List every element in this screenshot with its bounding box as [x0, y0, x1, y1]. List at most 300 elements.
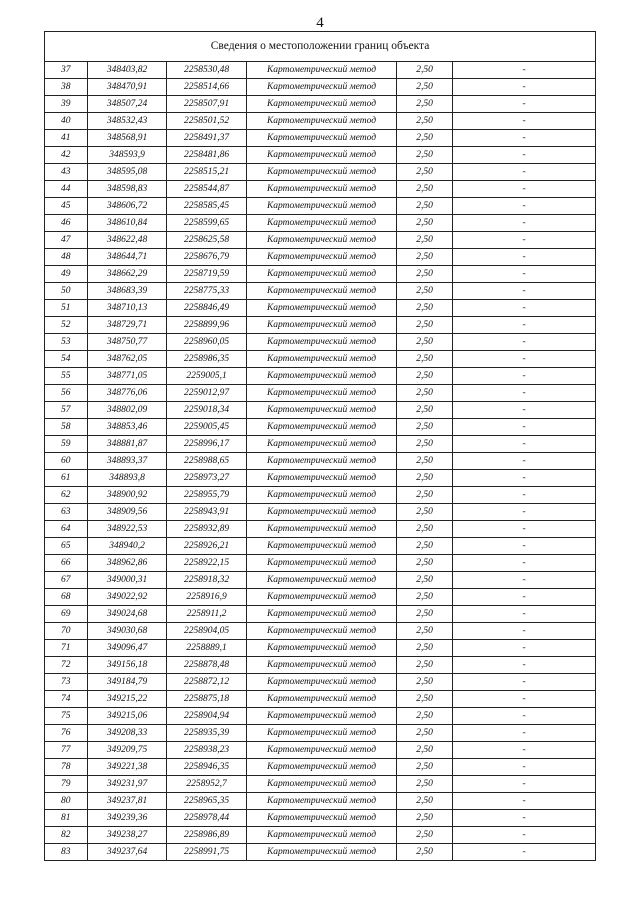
precision-cell: 2,50 — [397, 521, 453, 538]
point-number-cell: 58 — [45, 419, 88, 436]
point-number-cell: 75 — [45, 708, 88, 725]
method-cell: Картометрический метод — [247, 164, 397, 181]
coord-y-cell: 2259005,45 — [167, 419, 247, 436]
coord-y-cell: 2258935,39 — [167, 725, 247, 742]
point-number-cell: 62 — [45, 487, 88, 504]
method-cell: Картометрический метод — [247, 62, 397, 79]
point-number-cell: 76 — [45, 725, 88, 742]
method-cell: Картометрический метод — [247, 198, 397, 215]
coord-y-cell: 2258978,44 — [167, 810, 247, 827]
table-row — [45, 708, 596, 725]
table-row — [45, 674, 596, 691]
boundary-coordinates-table — [44, 31, 596, 861]
table-row — [45, 334, 596, 351]
coord-x-cell: 349237,81 — [88, 793, 167, 810]
coord-x-cell: 348532,43 — [88, 113, 167, 130]
point-number-cell: 77 — [45, 742, 88, 759]
description-cell: - — [453, 776, 596, 793]
method-cell: Картометрический метод — [247, 589, 397, 606]
coord-y-cell: 2258904,05 — [167, 623, 247, 640]
precision-cell: 2,50 — [397, 62, 453, 79]
coord-x-cell: 348598,83 — [88, 181, 167, 198]
precision-cell: 2,50 — [397, 504, 453, 521]
method-cell: Картометрический метод — [247, 691, 397, 708]
description-cell: - — [453, 606, 596, 623]
coord-x-cell: 349238,27 — [88, 827, 167, 844]
table-row — [45, 521, 596, 538]
point-number-cell: 64 — [45, 521, 88, 538]
description-cell: - — [453, 640, 596, 657]
method-cell: Картометрический метод — [247, 334, 397, 351]
point-number-cell: 63 — [45, 504, 88, 521]
description-cell: - — [453, 521, 596, 538]
description-cell: - — [453, 623, 596, 640]
coord-x-cell: 348776,06 — [88, 385, 167, 402]
table-row — [45, 402, 596, 419]
precision-cell: 2,50 — [397, 232, 453, 249]
method-cell: Картометрический метод — [247, 419, 397, 436]
precision-cell: 2,50 — [397, 317, 453, 334]
precision-cell: 2,50 — [397, 691, 453, 708]
method-cell: Картометрический метод — [247, 759, 397, 776]
precision-cell: 2,50 — [397, 657, 453, 674]
precision-cell: 2,50 — [397, 79, 453, 96]
coord-y-cell: 2258544,87 — [167, 181, 247, 198]
coord-x-cell: 348610,84 — [88, 215, 167, 232]
point-number-cell: 41 — [45, 130, 88, 147]
method-cell: Картометрический метод — [247, 674, 397, 691]
coord-x-cell: 348568,91 — [88, 130, 167, 147]
method-cell: Картометрический метод — [247, 249, 397, 266]
precision-cell: 2,50 — [397, 181, 453, 198]
table-row — [45, 810, 596, 827]
coord-y-cell: 2258996,17 — [167, 436, 247, 453]
coord-y-cell: 2258501,52 — [167, 113, 247, 130]
coord-y-cell: 2258943,91 — [167, 504, 247, 521]
description-cell: - — [453, 181, 596, 198]
table-row — [45, 555, 596, 572]
point-number-cell: 78 — [45, 759, 88, 776]
description-cell: - — [453, 249, 596, 266]
method-cell: Картометрический метод — [247, 487, 397, 504]
coord-y-cell: 2258491,37 — [167, 130, 247, 147]
precision-cell: 2,50 — [397, 147, 453, 164]
point-number-cell: 68 — [45, 589, 88, 606]
coord-y-cell: 2258918,32 — [167, 572, 247, 589]
precision-cell: 2,50 — [397, 385, 453, 402]
coord-x-cell: 348853,46 — [88, 419, 167, 436]
coord-x-cell: 349022,92 — [88, 589, 167, 606]
description-cell: - — [453, 351, 596, 368]
description-cell: - — [453, 130, 596, 147]
precision-cell: 2,50 — [397, 674, 453, 691]
description-cell: - — [453, 147, 596, 164]
coord-y-cell: 2258899,96 — [167, 317, 247, 334]
coord-y-cell: 2258973,27 — [167, 470, 247, 487]
method-cell: Картометрический метод — [247, 521, 397, 538]
coord-x-cell: 348962,86 — [88, 555, 167, 572]
point-number-cell: 57 — [45, 402, 88, 419]
coord-y-cell: 2258986,35 — [167, 351, 247, 368]
coord-y-cell: 2258719,59 — [167, 266, 247, 283]
table-row — [45, 300, 596, 317]
method-cell: Картометрический метод — [247, 504, 397, 521]
point-number-cell: 38 — [45, 79, 88, 96]
description-cell: - — [453, 572, 596, 589]
description-cell: - — [453, 368, 596, 385]
method-cell: Картометрический метод — [247, 657, 397, 674]
coord-y-cell: 2258878,48 — [167, 657, 247, 674]
precision-cell: 2,50 — [397, 589, 453, 606]
table-row — [45, 130, 596, 147]
table-row — [45, 385, 596, 402]
method-cell: Картометрический метод — [247, 538, 397, 555]
coord-x-cell: 349184,79 — [88, 674, 167, 691]
coord-x-cell: 348893,8 — [88, 470, 167, 487]
description-cell: - — [453, 691, 596, 708]
table-title: Сведения о местоположении границ объекта — [45, 32, 596, 62]
table-row — [45, 317, 596, 334]
description-cell: - — [453, 844, 596, 861]
method-cell: Картометрический метод — [247, 606, 397, 623]
coord-y-cell: 2258875,18 — [167, 691, 247, 708]
table-row — [45, 657, 596, 674]
table-row — [45, 164, 596, 181]
description-cell: - — [453, 232, 596, 249]
precision-cell: 2,50 — [397, 453, 453, 470]
coord-y-cell: 2259012,97 — [167, 385, 247, 402]
precision-cell: 2,50 — [397, 776, 453, 793]
coord-y-cell: 2258955,79 — [167, 487, 247, 504]
precision-cell: 2,50 — [397, 334, 453, 351]
description-cell: - — [453, 759, 596, 776]
precision-cell: 2,50 — [397, 368, 453, 385]
coord-y-cell: 2258946,35 — [167, 759, 247, 776]
precision-cell: 2,50 — [397, 249, 453, 266]
description-cell: - — [453, 827, 596, 844]
precision-cell: 2,50 — [397, 130, 453, 147]
point-number-cell: 74 — [45, 691, 88, 708]
method-cell: Картометрический метод — [247, 130, 397, 147]
precision-cell: 2,50 — [397, 351, 453, 368]
method-cell: Картометрический метод — [247, 436, 397, 453]
table-row — [45, 79, 596, 96]
method-cell: Картометрический метод — [247, 113, 397, 130]
table-row — [45, 266, 596, 283]
coord-y-cell: 2258625,58 — [167, 232, 247, 249]
description-cell: - — [453, 334, 596, 351]
coord-x-cell: 349024,68 — [88, 606, 167, 623]
method-cell: Картометрический метод — [247, 572, 397, 589]
precision-cell: 2,50 — [397, 283, 453, 300]
coord-y-cell: 2258514,66 — [167, 79, 247, 96]
coord-x-cell: 348729,71 — [88, 317, 167, 334]
coord-x-cell: 348750,77 — [88, 334, 167, 351]
method-cell: Картометрический метод — [247, 385, 397, 402]
coord-x-cell: 348802,09 — [88, 402, 167, 419]
precision-cell: 2,50 — [397, 759, 453, 776]
table-row — [45, 181, 596, 198]
coord-y-cell: 2258991,75 — [167, 844, 247, 861]
table-row — [45, 436, 596, 453]
precision-cell: 2,50 — [397, 640, 453, 657]
table-row — [45, 249, 596, 266]
table-row — [45, 623, 596, 640]
precision-cell: 2,50 — [397, 538, 453, 555]
coord-x-cell: 349208,33 — [88, 725, 167, 742]
description-cell: - — [453, 79, 596, 96]
coord-x-cell: 348900,92 — [88, 487, 167, 504]
precision-cell: 2,50 — [397, 470, 453, 487]
coord-y-cell: 2258932,89 — [167, 521, 247, 538]
coord-x-cell: 348893,37 — [88, 453, 167, 470]
table-row — [45, 844, 596, 861]
description-cell: - — [453, 538, 596, 555]
description-cell: - — [453, 436, 596, 453]
table-row — [45, 368, 596, 385]
point-number-cell: 80 — [45, 793, 88, 810]
coord-y-cell: 2258889,1 — [167, 640, 247, 657]
point-number-cell: 81 — [45, 810, 88, 827]
description-cell: - — [453, 793, 596, 810]
description-cell: - — [453, 657, 596, 674]
table-row — [45, 62, 596, 79]
method-cell: Картометрический метод — [247, 810, 397, 827]
method-cell: Картометрический метод — [247, 623, 397, 640]
point-number-cell: 48 — [45, 249, 88, 266]
coord-x-cell: 348710,13 — [88, 300, 167, 317]
point-number-cell: 39 — [45, 96, 88, 113]
method-cell: Картометрический метод — [247, 844, 397, 861]
precision-cell: 2,50 — [397, 810, 453, 827]
coord-y-cell: 2258965,35 — [167, 793, 247, 810]
point-number-cell: 46 — [45, 215, 88, 232]
table-row — [45, 538, 596, 555]
precision-cell: 2,50 — [397, 827, 453, 844]
table-row — [45, 487, 596, 504]
coord-x-cell: 348762,05 — [88, 351, 167, 368]
coord-y-cell: 2258846,49 — [167, 300, 247, 317]
coord-x-cell: 348662,29 — [88, 266, 167, 283]
description-cell: - — [453, 62, 596, 79]
point-number-cell: 73 — [45, 674, 88, 691]
method-cell: Картометрический метод — [247, 776, 397, 793]
table-row — [45, 793, 596, 810]
description-cell: - — [453, 419, 596, 436]
precision-cell: 2,50 — [397, 436, 453, 453]
coord-x-cell: 349215,06 — [88, 708, 167, 725]
coord-x-cell: 349156,18 — [88, 657, 167, 674]
table-row — [45, 96, 596, 113]
point-number-cell: 83 — [45, 844, 88, 861]
point-number-cell: 59 — [45, 436, 88, 453]
coord-y-cell: 2258904,94 — [167, 708, 247, 725]
table-row — [45, 215, 596, 232]
table-row — [45, 572, 596, 589]
point-number-cell: 70 — [45, 623, 88, 640]
method-cell: Картометрический метод — [247, 232, 397, 249]
coord-y-cell: 2258481,86 — [167, 147, 247, 164]
table-row — [45, 776, 596, 793]
description-cell: - — [453, 453, 596, 470]
coord-x-cell: 349239,36 — [88, 810, 167, 827]
method-cell: Картометрический метод — [247, 351, 397, 368]
precision-cell: 2,50 — [397, 198, 453, 215]
coord-y-cell: 2258916,9 — [167, 589, 247, 606]
point-number-cell: 47 — [45, 232, 88, 249]
precision-cell: 2,50 — [397, 266, 453, 283]
point-number-cell: 65 — [45, 538, 88, 555]
precision-cell: 2,50 — [397, 606, 453, 623]
method-cell: Картометрический метод — [247, 708, 397, 725]
point-number-cell: 79 — [45, 776, 88, 793]
precision-cell: 2,50 — [397, 487, 453, 504]
coord-y-cell: 2258676,79 — [167, 249, 247, 266]
precision-cell: 2,50 — [397, 708, 453, 725]
table-row — [45, 283, 596, 300]
description-cell: - — [453, 164, 596, 181]
precision-cell: 2,50 — [397, 164, 453, 181]
table-row — [45, 640, 596, 657]
method-cell: Картометрический метод — [247, 181, 397, 198]
method-cell: Картометрический метод — [247, 555, 397, 572]
point-number-cell: 43 — [45, 164, 88, 181]
point-number-cell: 44 — [45, 181, 88, 198]
coord-x-cell: 349000,31 — [88, 572, 167, 589]
coord-x-cell: 348771,05 — [88, 368, 167, 385]
method-cell: Картометрический метод — [247, 215, 397, 232]
coord-x-cell: 349237,64 — [88, 844, 167, 861]
precision-cell: 2,50 — [397, 844, 453, 861]
coord-y-cell: 2258938,23 — [167, 742, 247, 759]
coord-y-cell: 2258922,15 — [167, 555, 247, 572]
precision-cell: 2,50 — [397, 742, 453, 759]
description-cell: - — [453, 555, 596, 572]
point-number-cell: 40 — [45, 113, 88, 130]
coord-x-cell: 348940,2 — [88, 538, 167, 555]
method-cell: Картометрический метод — [247, 266, 397, 283]
table-row — [45, 453, 596, 470]
precision-cell: 2,50 — [397, 215, 453, 232]
point-number-cell: 67 — [45, 572, 88, 589]
coord-x-cell: 349030,68 — [88, 623, 167, 640]
precision-cell: 2,50 — [397, 572, 453, 589]
point-number-cell: 51 — [45, 300, 88, 317]
description-cell: - — [453, 674, 596, 691]
coord-y-cell: 2258911,2 — [167, 606, 247, 623]
point-number-cell: 72 — [45, 657, 88, 674]
point-number-cell: 42 — [45, 147, 88, 164]
page-number: 4 — [316, 15, 324, 31]
coord-y-cell: 2258960,05 — [167, 334, 247, 351]
method-cell: Картометрический метод — [247, 793, 397, 810]
coord-x-cell: 349209,75 — [88, 742, 167, 759]
precision-cell: 2,50 — [397, 725, 453, 742]
coord-x-cell: 349221,38 — [88, 759, 167, 776]
description-cell: - — [453, 198, 596, 215]
coord-y-cell: 2258515,21 — [167, 164, 247, 181]
method-cell: Картометрический метод — [247, 300, 397, 317]
point-number-cell: 82 — [45, 827, 88, 844]
point-number-cell: 55 — [45, 368, 88, 385]
coord-x-cell: 348606,72 — [88, 198, 167, 215]
point-number-cell: 53 — [45, 334, 88, 351]
method-cell: Картометрический метод — [247, 147, 397, 164]
description-cell: - — [453, 470, 596, 487]
table-row — [45, 691, 596, 708]
coord-y-cell: 2258926,21 — [167, 538, 247, 555]
description-cell: - — [453, 300, 596, 317]
description-cell: - — [453, 504, 596, 521]
description-cell: - — [453, 402, 596, 419]
method-cell: Картометрический метод — [247, 283, 397, 300]
coord-x-cell: 349096,47 — [88, 640, 167, 657]
method-cell: Картометрический метод — [247, 317, 397, 334]
precision-cell: 2,50 — [397, 793, 453, 810]
description-cell: - — [453, 708, 596, 725]
table-body — [45, 32, 596, 861]
description-cell: - — [453, 487, 596, 504]
point-number-cell: 50 — [45, 283, 88, 300]
precision-cell: 2,50 — [397, 300, 453, 317]
table-row — [45, 419, 596, 436]
coord-x-cell: 349231,97 — [88, 776, 167, 793]
table-row — [45, 147, 596, 164]
table-row — [45, 198, 596, 215]
table-row — [45, 606, 596, 623]
method-cell: Картометрический метод — [247, 640, 397, 657]
method-cell: Картометрический метод — [247, 453, 397, 470]
method-cell: Картометрический метод — [247, 96, 397, 113]
table-row — [45, 589, 596, 606]
coord-x-cell: 348507,24 — [88, 96, 167, 113]
coord-x-cell: 348922,53 — [88, 521, 167, 538]
table-row — [45, 827, 596, 844]
coord-y-cell: 2258507,91 — [167, 96, 247, 113]
method-cell: Картометрический метод — [247, 368, 397, 385]
description-cell: - — [453, 266, 596, 283]
point-number-cell: 37 — [45, 62, 88, 79]
table-row — [45, 232, 596, 249]
coord-x-cell: 348470,91 — [88, 79, 167, 96]
precision-cell: 2,50 — [397, 96, 453, 113]
method-cell: Картометрический метод — [247, 742, 397, 759]
precision-cell: 2,50 — [397, 113, 453, 130]
description-cell: - — [453, 810, 596, 827]
coord-x-cell: 348593,9 — [88, 147, 167, 164]
coord-x-cell: 348644,71 — [88, 249, 167, 266]
coord-x-cell: 348881,87 — [88, 436, 167, 453]
description-cell: - — [453, 96, 596, 113]
coord-x-cell: 348403,82 — [88, 62, 167, 79]
coord-y-cell: 2258585,45 — [167, 198, 247, 215]
coord-x-cell: 348622,48 — [88, 232, 167, 249]
point-number-cell: 69 — [45, 606, 88, 623]
coord-x-cell: 349215,22 — [88, 691, 167, 708]
table-row — [45, 759, 596, 776]
description-cell: - — [453, 742, 596, 759]
coord-x-cell: 348909,56 — [88, 504, 167, 521]
point-number-cell: 56 — [45, 385, 88, 402]
coord-x-cell: 348683,39 — [88, 283, 167, 300]
method-cell: Картометрический метод — [247, 402, 397, 419]
point-number-cell: 45 — [45, 198, 88, 215]
table-row — [45, 113, 596, 130]
coord-y-cell: 2258530,48 — [167, 62, 247, 79]
method-cell: Картометрический метод — [247, 827, 397, 844]
point-number-cell: 49 — [45, 266, 88, 283]
point-number-cell: 66 — [45, 555, 88, 572]
